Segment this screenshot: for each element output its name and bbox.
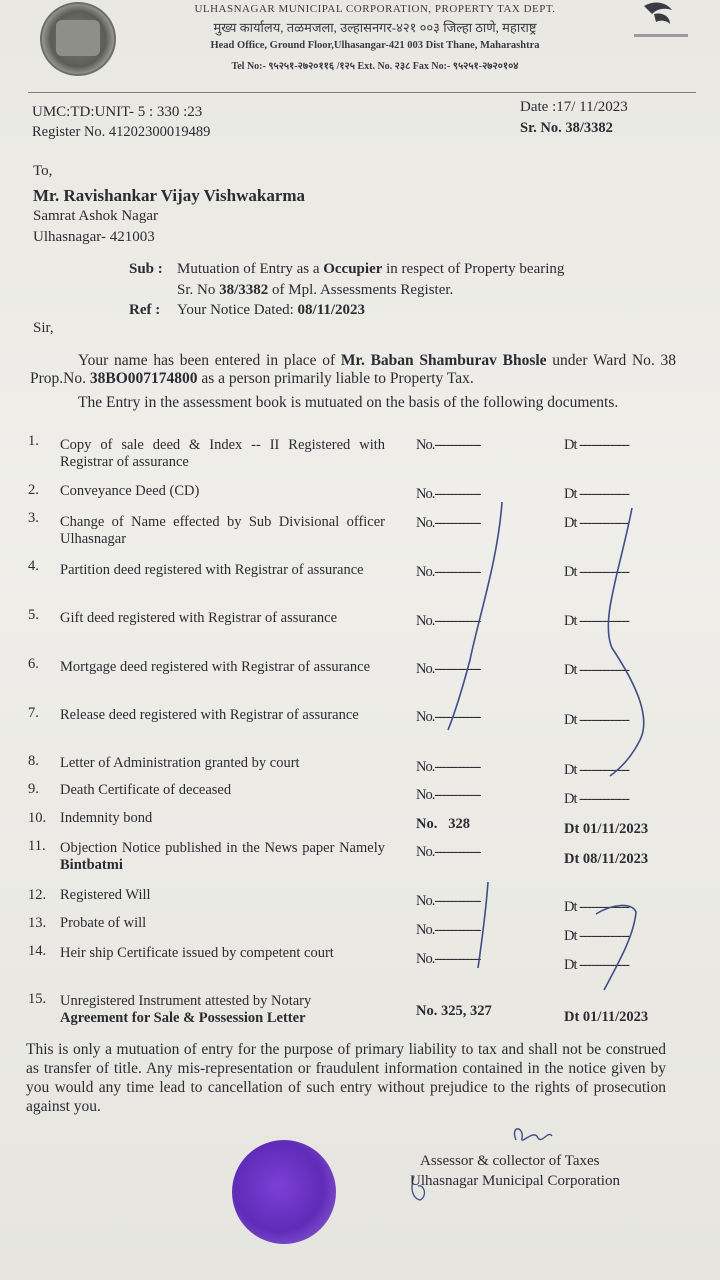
list-item-text: Release deed registered with Registrar of assurance — [60, 707, 359, 723]
list-item-text: Partition deed registered with Registrar of assurance — [60, 562, 364, 578]
to-label: To, — [33, 163, 53, 179]
list-item-number: 3. — [28, 510, 39, 526]
list-item-dt: Dt ------------- — [564, 899, 629, 915]
list-item-dt: Dt ------------- — [564, 762, 629, 778]
list-item-no: No.------------ — [416, 661, 481, 677]
list-item-text: Objection Notice published in the News paper Namely Bintbatmi — [60, 840, 385, 873]
list-item-text: Conveyance Deed (CD) — [60, 483, 200, 499]
list-item-dt: Dt 01/11/2023 — [564, 821, 649, 837]
list-item-no: No.------------ — [416, 759, 481, 775]
list-item-dt: Dt ------------- — [564, 613, 629, 629]
list-item-no: No.------------ — [416, 515, 481, 531]
list-item-text: Mortgage deed registered with Registrar of assurance — [60, 659, 371, 675]
list-item-no: No.------------ — [416, 613, 481, 629]
list-item-no: No.------------ — [416, 709, 481, 725]
letter-date: Date :17/ 11/2023 — [520, 99, 628, 115]
addressee-name: Mr. Ravishankar Vijay Vishwakarma — [33, 186, 306, 205]
list-item-number: 4. — [28, 558, 39, 574]
list-item-number: 15. — [28, 991, 47, 1007]
signatory-organization: Ulhasnagar Municipal Corporation — [410, 1173, 620, 1189]
list-item-number: 7. — [28, 705, 39, 721]
list-item-number: 8. — [28, 753, 39, 769]
signatory-title: Assessor & collector of Taxes — [420, 1153, 600, 1169]
salutation: Sir, — [33, 320, 54, 336]
list-item-dt: Dt ------------- — [564, 486, 629, 502]
list-item-no: No. 325, 327 — [416, 1003, 492, 1019]
list-item-no: No.------------ — [416, 486, 481, 502]
list-item-no: No.------------ — [416, 787, 481, 803]
list-item-text: Registered Will — [60, 887, 151, 903]
list-item-dt: Dt ------------- — [564, 712, 629, 728]
reference-line: Your Notice Dated: 08/11/2023 — [177, 302, 366, 318]
list-item-dt: Dt ------------- — [564, 515, 629, 531]
letterhead-marathi-address: मुख्य कार्यालय, तळमजला, उल्हासनगर-४२१ ००३ जिल्हा ठाणे, महाराष्ट्र — [213, 20, 537, 35]
register-number: Register No. 41202300019489 — [32, 124, 211, 140]
list-item-number: 14. — [28, 943, 47, 959]
subject-line1: Mutuation of Entry as a Occupier in respect of Property bearing — [177, 261, 565, 277]
list-item-dt: Dt 08/11/2023 — [564, 851, 649, 867]
list-item-dt: Dt ------------- — [564, 662, 629, 678]
list-item-text: Death Certificate of deceased — [60, 782, 232, 798]
disclaimer-paragraph: This is only a mutuation of entry for the purpose of primary liability to tax and shall not be construed as transfer of title. Any mis-representation or fraudulent information contained in the notice given by you would any time lead to cancellation of such entry without prejudice to the rights of prosecution against you. — [26, 1041, 666, 1115]
list-item-text: Probate of will — [60, 915, 147, 931]
list-item-text: Change of Name effected by Sub Divisional officer Ulhasnagar — [60, 514, 385, 547]
list-item-number: 12. — [28, 887, 47, 903]
addressee-address-line1: Samrat Ashok Nagar — [33, 208, 158, 224]
list-item-text: Gift deed registered with Registrar of assurance — [60, 610, 338, 626]
list-item-no: No.------------ — [416, 922, 481, 938]
letterhead-contact: Tel No:- ९५२५१-२७२०११६ /१२५ Ext. No. २३८ Fax No:- ९५२५१-२७२०१०४ — [231, 61, 519, 72]
list-item-no: No.------------ — [416, 893, 481, 909]
list-item-number: 9. — [28, 781, 39, 797]
list-item-no: No.------------ — [416, 437, 481, 453]
addressee-address-line2: Ulhasnagar- 421003 — [33, 229, 155, 245]
list-item-number: 2. — [28, 482, 39, 498]
list-item-number: 6. — [28, 656, 39, 672]
list-item-dt: Dt ------------- — [564, 437, 629, 453]
list-item-number: 11. — [28, 838, 46, 854]
list-item-dt: Dt ------------- — [564, 564, 629, 580]
list-item-no: No.------------ — [416, 844, 481, 860]
body-paragraph-1: Your name has been entered in place of Mr. Baban Shamburav Bhosle under Ward No. 38 Prop.No. 38BO007174800 as a person primarily liable to Property Tax. — [30, 352, 676, 387]
list-item-text: Unregistered Instrument attested by Notary Agreement for Sale & Possession Letter — [60, 993, 312, 1026]
list-item-number: 1. — [28, 433, 39, 449]
list-item-dt: Dt ------------- — [564, 791, 629, 807]
letterhead-address: Head Office, Ground Floor,Ulhasangar-421 003 Dist Thane, Maharashtra — [210, 40, 540, 51]
letterhead-org-name: ULHASNAGAR MUNICIPAL CORPORATION, PROPERTY TAX DEPT. — [194, 3, 556, 15]
list-item-dt: Dt ------------- — [564, 957, 629, 973]
serial-number: Sr. No. 38/3382 — [520, 120, 613, 136]
list-item-text: Indemnity bond — [60, 810, 153, 826]
subject-label: Sub : — [129, 261, 163, 277]
list-item-number: 13. — [28, 915, 47, 931]
subject-line2: Sr. No 38/3382 of Mpl. Assessments Register. — [177, 282, 454, 298]
list-item-text: Heir ship Certificate issued by competent court — [60, 945, 334, 961]
list-item-no: No.------------ — [416, 951, 481, 967]
list-item-dt: Dt 01/11/2023 — [564, 1009, 649, 1025]
list-item-text: Copy of sale deed & Index -- II Registered with Registrar of assurance — [60, 437, 385, 470]
reference-label: Ref : — [129, 302, 161, 318]
list-item-no: No. 328 — [416, 816, 470, 832]
list-item-number: 5. — [28, 607, 39, 623]
list-item-text: Letter of Administration granted by court — [60, 755, 300, 771]
list-item-number: 10. — [28, 810, 47, 826]
official-seal-stamp — [232, 1140, 336, 1244]
body-paragraph-2: The Entry in the assessment book is mutuated on the basis of the following documents. — [78, 394, 619, 411]
list-item-dt: Dt ------------- — [564, 928, 629, 944]
reference-code: UMC:TD:UNIT- 5 : 330 :23 — [32, 104, 203, 120]
list-item-no: No.------------ — [416, 564, 481, 580]
